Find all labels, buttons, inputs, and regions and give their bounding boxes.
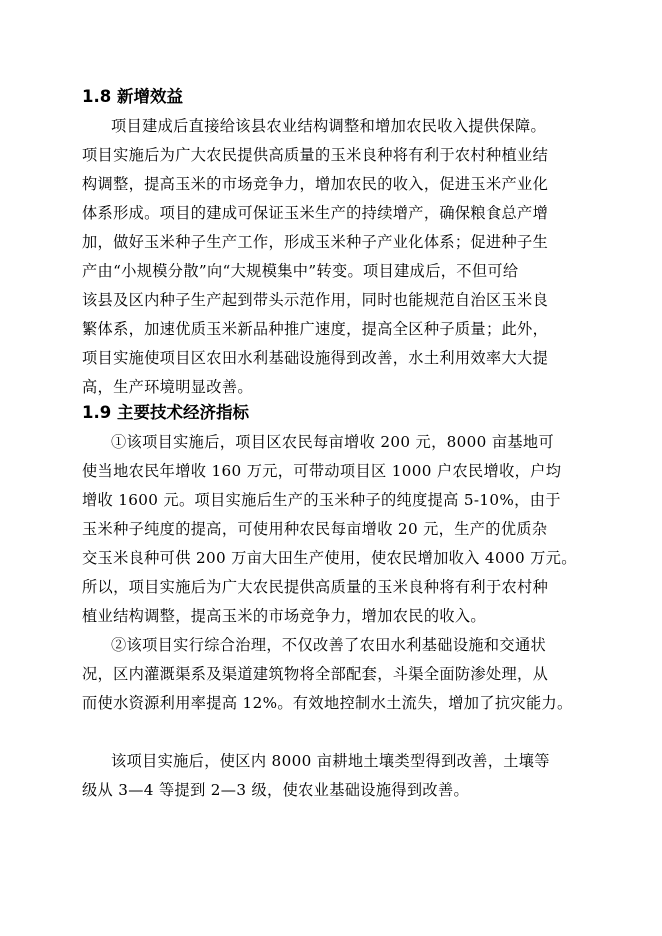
paragraph-line: 级从 3—4 等提到 2—3 级，使农业基础设施得到改善。 bbox=[82, 781, 470, 799]
paragraph-line: 增收 1600 元。项目实施后生产的玉米种子的纯度提高 5-10%，由于 bbox=[82, 491, 561, 509]
paragraph-line: 构调整，提高玉米的市场竞争力，增加农民的收入，促进玉米产业化 bbox=[82, 175, 549, 193]
paragraph-line: 产由“小规模分散”向“大规模集中”转变。项目建成后，不但可给 bbox=[82, 262, 519, 280]
paragraph-line: 使当地农民年增收 160 万元，可带动项目区 1000 户农民增收，户均 bbox=[82, 462, 562, 480]
paragraph-line: 该县及区内种子生产起到带头示范作用，同时也能规范自治区玉米良 bbox=[82, 291, 549, 309]
paragraph-line: ②该项目实行综合治理，不仅改善了农田水利基础设施和交通状 bbox=[111, 636, 547, 654]
paragraph-line: 玉米种子纯度的提高，可使用种农民每亩增收 20 元，生产的优质杂 bbox=[82, 520, 548, 538]
section-heading-1-8: 1.8 新增效益 bbox=[82, 87, 183, 106]
paragraph-line: 项目实施后为广大农民提供高质量的玉米良种将有利于农村种植业结 bbox=[82, 146, 549, 164]
paragraph-line: 项目实施使项目区农田水利基础设施得到改善，水土利用效率大大提 bbox=[82, 349, 549, 367]
section-heading-1-9: 1.9 主要技术经济指标 bbox=[82, 403, 249, 422]
paragraph-line: 该项目实施后，使区内 8000 亩耕地土壤类型得到改善，土壤等 bbox=[111, 752, 550, 770]
paragraph-line: ①该项目实施后，项目区农民每亩增收 200 元，8000 亩基地可 bbox=[111, 433, 554, 451]
paragraph-line: 所以，项目实施后为广大农民提供高质量的玉米良种将有利于农村种 bbox=[82, 578, 549, 596]
paragraph-line: 加，做好玉米种子生产工作，形成玉米种子产业化体系；促进种子生 bbox=[82, 233, 549, 251]
paragraph-line: 繁体系，加速优质玉米新品种推广速度，提高全区种子质量；此外， bbox=[82, 320, 549, 338]
paragraph-line: 而使水资源利用率提高 12%。有效地控制水土流失，增加了抗灾能力。 bbox=[82, 694, 573, 712]
paragraph-line: 体系形成。项目的建成可保证玉米生产的持续增产，确保粮食总产增 bbox=[82, 204, 549, 222]
paragraph-line: 植业结构调整，提高玉米的市场竞争力，增加农民的收入。 bbox=[82, 607, 486, 625]
paragraph-line: 交玉米良种可供 200 万亩大田生产使用，使农民增加收入 4000 万元。 bbox=[82, 549, 577, 567]
paragraph-line: 高，生产环境明显改善。 bbox=[82, 378, 253, 396]
paragraph-line: 项目建成后直接给该县农业结构调整和增加农民收入提供保障。 bbox=[111, 117, 547, 135]
paragraph-line: 况，区内灌溉渠系及渠道建筑物将全部配套，斗渠全面防渗处理，从 bbox=[82, 665, 549, 683]
